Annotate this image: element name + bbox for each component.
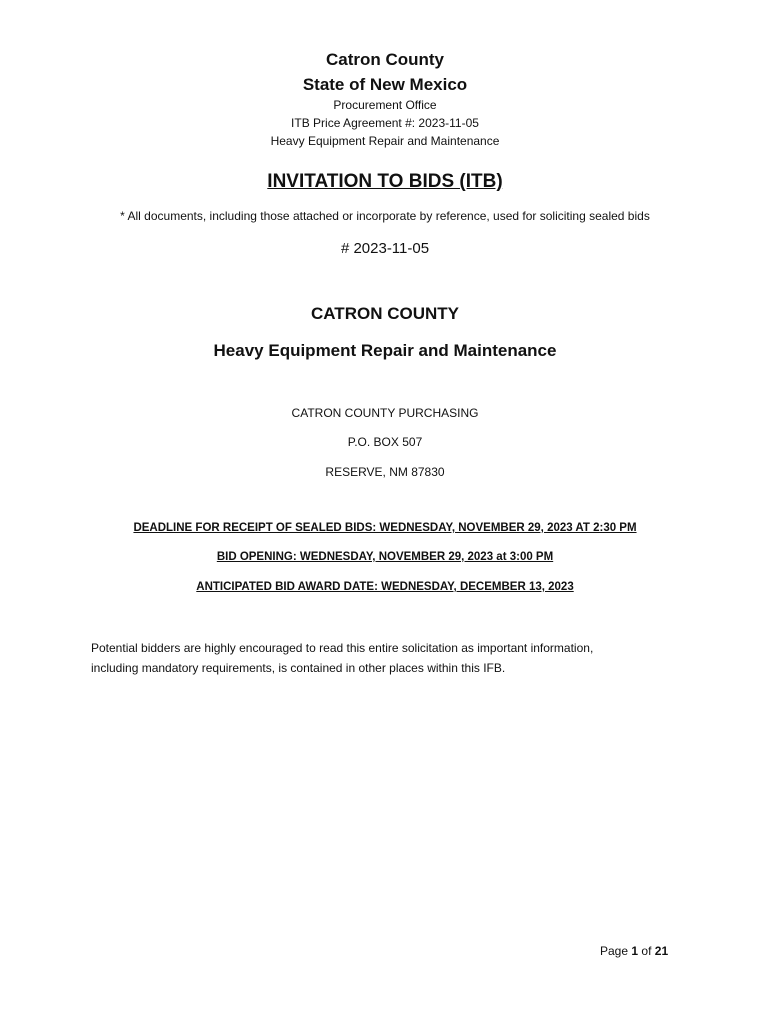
header-subject: Heavy Equipment Repair and Maintenance	[270, 134, 500, 148]
page-total: 21	[654, 944, 669, 958]
instructions-paragraph	[91, 638, 691, 678]
agreement-number: ITB Price Agreement #: 2023-11-05	[291, 116, 479, 130]
bid-deadline: DEADLINE FOR RECEIPT OF SEALED BIDS: WEDNESDAY, NOVEMBER 29, 2023 AT 2:30 PM	[133, 522, 637, 534]
of-label: of	[641, 944, 652, 958]
title-note: * All documents, including those attached or incorporate by reference, used for soliciting sealed bids	[120, 209, 650, 223]
page-number: 1	[631, 944, 639, 958]
state-name: State of New Mexico	[302, 75, 468, 94]
body-county: CATRON COUNTY	[311, 304, 459, 323]
paragraph-line-1: Potential bidders are highly encouraged to read this entire solicitation as important information,	[91, 641, 594, 655]
office-name: Procurement Office	[333, 98, 437, 112]
bid-opening: BID OPENING: WEDNESDAY, NOVEMBER 29, 2023 at 3:00 PM	[216, 551, 554, 563]
address-line-1: CATRON COUNTY PURCHASING	[291, 406, 479, 420]
address-line-3: RESERVE, NM 87830	[325, 465, 445, 479]
address-line-2: P.O. BOX 507	[347, 435, 423, 449]
paragraph-line-2: including mandatory requirements, is contained in other places within this IFB.	[91, 661, 506, 675]
itb-number: # 2023-11-05	[340, 240, 430, 257]
page-title: INVITATION TO BIDS (ITB)	[267, 171, 503, 192]
body-subject: Heavy Equipment Repair and Maintenance	[213, 341, 557, 360]
page-footer	[600, 944, 700, 958]
page-label: Page	[600, 944, 629, 958]
county-name: Catron County	[325, 50, 445, 69]
award-date: ANTICIPATED BID AWARD DATE: WEDNESDAY, DECEMBER 13, 2023	[196, 581, 574, 593]
